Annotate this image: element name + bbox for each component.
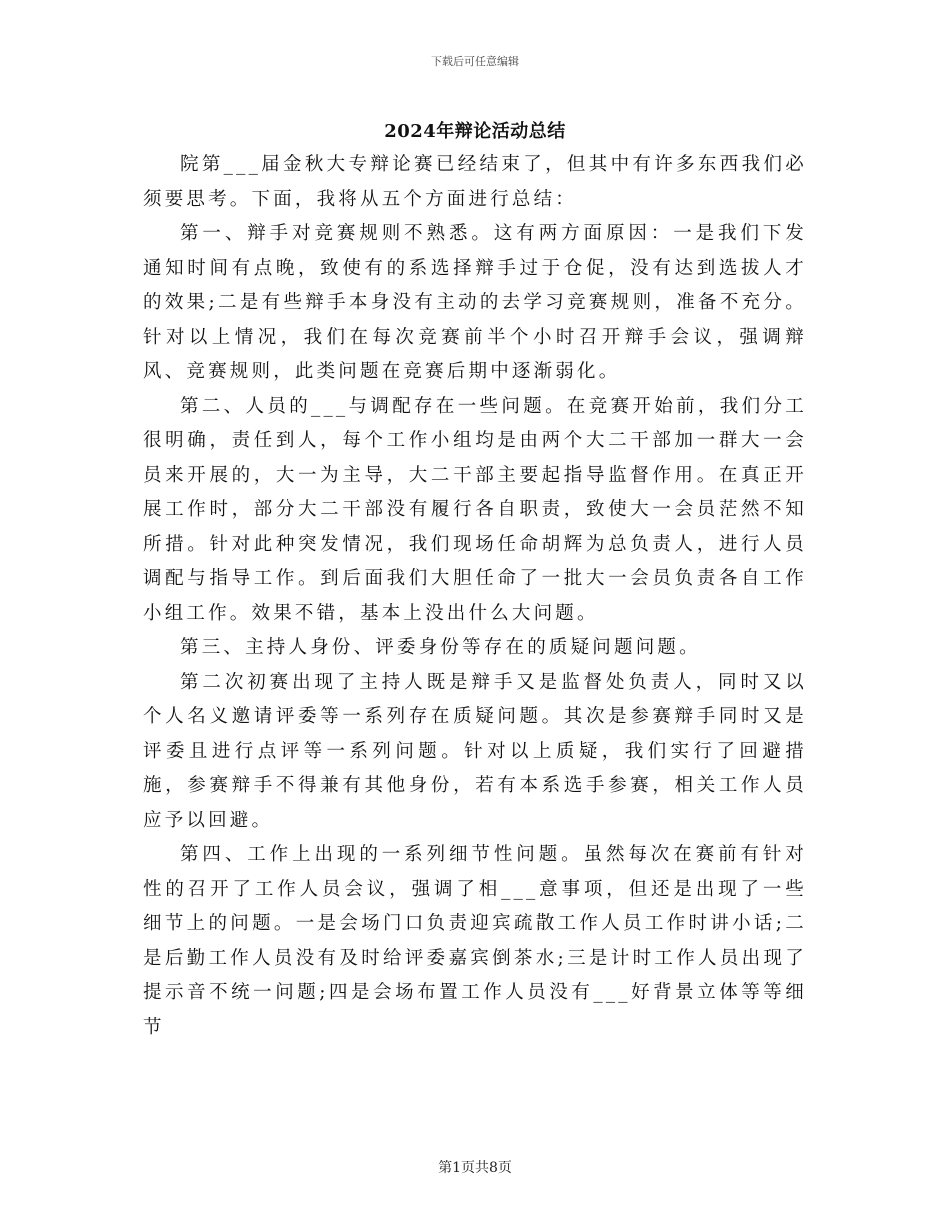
page-header: 下载后可任意编辑 [431,55,519,68]
page-number-footer: 第1页共8页 [438,1160,512,1176]
paragraph-third-point-heading: 第三、主持人身份、评委身份等存在的质疑问题问题。 [180,637,701,658]
paragraph-third-point-detail: 第二次初赛出现了主持人既是辩手又是监督处负责人，同时又以个人名义邀请评委等一系列存在质疑问题。其次是参赛辩手同时又是评委且进行点评等一系列问题。针对以上质疑，我们实行了回避措施，参赛辩手不得兼有其他身份，若有本系选手参赛，相关工作人员应予以回避。 [143,671,807,831]
paragraph-second-point: 第二、人员的___与调配存在一些问题。在竞赛开始前，我们分工很明确，责任到人，每个工作小组均是由两个大二干部加一群大一会员来开展的，大一为主导，大二干部主要起指导监督作用。在真正开展工作时，部分大二干部没有履行各自职责，致使大一会员茫然不知所措。针对此种突发情况，我们现场任命胡辉为总负责人，进行人员调配与指导工作。到后面我们大胆任命了一批大一会员负责各自工作小组工作。效果不错，基本上没出什么大问题。 [143,395,807,624]
paragraph-first-point: 第一、辩手对竞赛规则不熟悉。这有两方面原因：一是我们下发通知时间有点晚，致使有的系选择辩手过于仓促，没有达到选拔人才的效果;二是有些辩手本身没有主动的去学习竞赛规则，准备不充分。针对以上情况，我们在每次竞赛前半个小时召开辩手会议，强调辩风、竞赛规则，此类问题在竞赛后期中逐渐弱化。 [143,223,807,382]
paragraph-intro: 院第___届金秋大专辩论赛已经结束了，但其中有许多东西我们必须要思考。下面，我将从五个方面进行总结： [143,154,807,210]
document-title: 2024年辩论活动总结 [384,121,566,142]
document-body [143,148,807,1045]
paragraph-fourth-point: 第四、工作上出现的一系列细节性问题。虽然每次在赛前有针对性的召开了工作人员会议，强调了相___意事项，但还是出现了一些细节上的问题。一是会场门口负责迎宾疏散工作人员工作时讲小话;二是后勤工作人员没有及时给评委嘉宾倒茶水;三是计时工作人员出现了提示音不统一问题;四是会场布置工作人员没有___好背景立体等等细节 [143,844,807,1038]
